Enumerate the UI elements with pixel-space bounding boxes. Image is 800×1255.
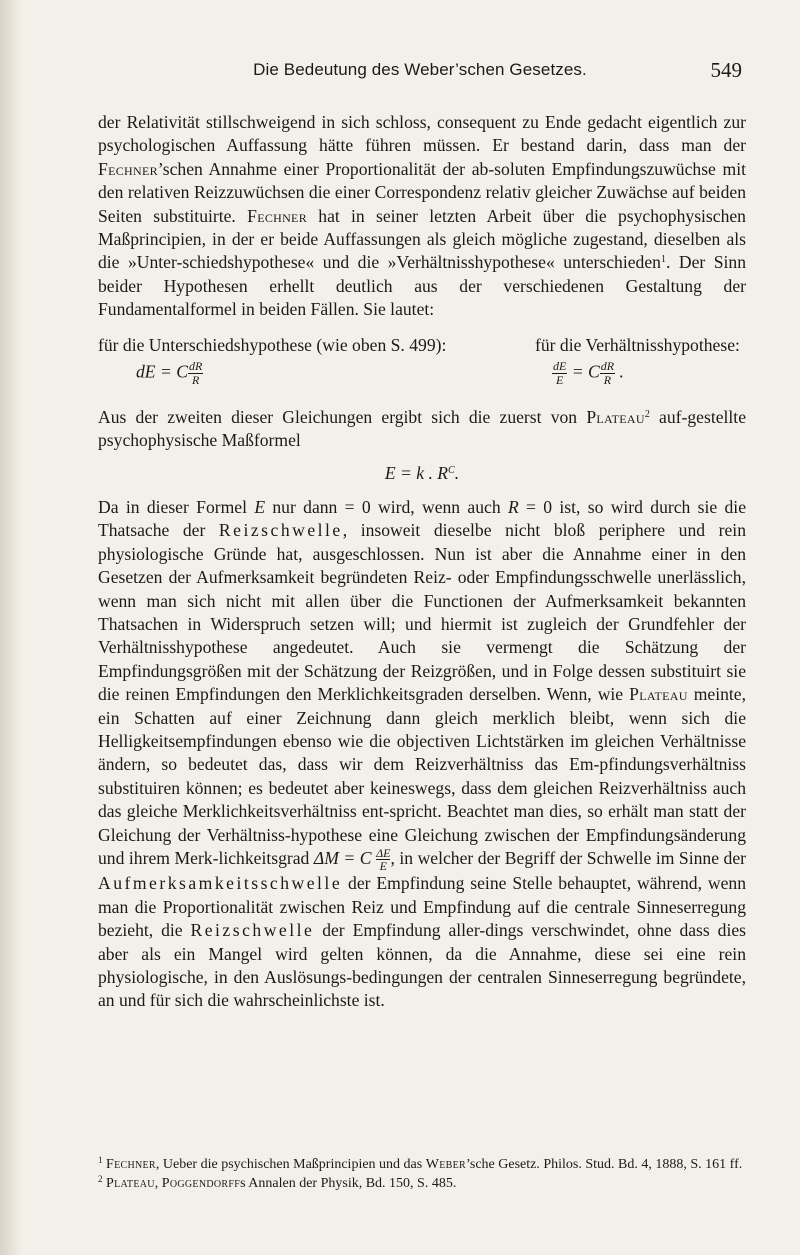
numerator: dR [188,358,203,373]
author-name-fechner: Fechner [247,205,307,226]
text-run: ’schen Annahme einer Proportionalität der ab-soluten Empfindungszuwüchse mit den relativen Reizzuwüchsen die einer Correspondenz relativ gleicher Zuwächse auf beiden Seiten substituirte. [98,158,746,226]
numerator: dE [553,358,567,373]
text-run: , [154,1176,162,1191]
running-title: Die Bedeutung des Weber’schen Gesetzes. [253,60,587,79]
footnote-mark: 2 [98,1174,103,1184]
footnote-ref-2: 2 [644,408,650,420]
author-name: Poggendorff [161,1176,241,1191]
text-run: , insoweit dieselbe nicht bloß periphere und rein physiologische Gründe hat, ausgeschlossen. Nun ist aber die Annahme einer in den Gesetzen der Aufmerksamkeit begründeten Reiz- oder Empfindungsschwelle unerlässlich, wenn man sich nicht mit allen über die Functionen der Aufmerksamkeit bekannten Thatsachen in Widerspruch setzen will; und hiermit ist zugleich der Grundfehler der Verhältnisshypothese angedeutet. Auch sie vermengt die Schätzung der Empfindungsgrößen mit der Schätzung der Reizgrößen, und in Folge dessen substituirt sie die reinen Empfindungen den Merklichkeitsgraden derselben. Wenn, wie [98,520,746,705]
denominator: E [379,859,387,874]
formula-text: E = k . R [384,463,449,484]
inline-formula-lhs: ΔM = C [313,847,372,868]
page-number: 549 [710,58,742,82]
text-run: nur dann = 0 wird, wenn auch [265,496,508,517]
text-run: ’sche Gesetz. Philos. Stud. Bd. 4, 1888, S. 161 ff. [466,1157,743,1172]
ratio-hypothesis-label: für die Verhältnisshypothese: [535,334,740,355]
emphasis-aufmerksamkeitsschwelle: Aufmerksamkeitsschwelle [98,873,343,894]
formula-lhs: dE = C [136,361,188,382]
text-run: der Relativität stillschweigend in sich schloss, consequent zu Ende gedacht eigentlich zur psychologischen Auffassung hätte führen müssen. Er bestand darin, dass man der [98,112,746,156]
text-run: auf-gestellte psychophysische Maßformel [98,406,746,451]
numerator: dR [600,358,615,373]
hypothesis-labels [98,334,746,358]
text-run: Aus der zweiten dieser Gleichungen ergibt sich die zuerst von [98,406,587,427]
text-run: hat in seiner letzten Arbeit über die psychophysischen Maßprincipien, in der er beide Auffassungen als gleich mögliche zugestand, dieselben als die »Unter-schiedshypothese« und die »Verhältnisshypothese« unterschieden [98,205,746,273]
page-edge-shadow [0,0,22,1255]
footnote-2 [98,1174,748,1193]
variable-e: E [254,496,266,517]
difference-hypothesis-formula [136,360,203,387]
author-name: Weber [425,1157,466,1172]
text-run: Da in dieser Formel [98,496,255,517]
emphasis-reizschwelle: Reizschwelle [218,520,343,541]
author-name-fechner: Fechner [98,158,158,179]
text-run: der Empfindung seine Stelle behauptet, während, wenn man die Proportionalität zwischen Reiz und Empfindung auf die centrale Sinneserregung bezieht, die [98,873,746,941]
author-name: Fechner [106,1157,156,1172]
text-run: . Der Sinn beider Hypothesen erhellt deutlich aus der verschiedenen Gestaltung der Fundamentalformel in beiden Fällen. Sie lautet: [98,252,746,320]
fraction [600,360,615,387]
footnote-mark: 1 [98,1155,103,1165]
formula-end: . [454,463,460,484]
text-run: , Ueber die psychischen Maßprincipien und das [155,1157,426,1172]
text-run: , in welcher der Begriff der Schwelle im Sinne der [390,847,746,868]
page-header [98,60,742,90]
fraction [552,360,567,387]
plateau-formula [98,462,746,485]
denominator: E [556,372,564,387]
author-name: Plateau [106,1176,155,1191]
author-name-plateau: Plateau [629,684,688,705]
author-name-plateau: Plateau [586,406,645,427]
ratio-hypothesis-formula [552,360,624,387]
text-run: s Annalen der Physik, Bd. 150, S. 485. [240,1176,457,1191]
paragraph-1 [98,111,746,322]
emphasis-reizschwelle: Reizschwelle [190,920,315,941]
variable-r: R [507,496,519,517]
denominator: R [603,372,612,387]
formula-row [98,360,746,406]
formula-equals: = C [567,361,600,382]
inline-fraction [376,847,390,872]
difference-hypothesis-label: für die Unterschiedshypothese (wie oben S. 499): [98,334,447,355]
footnote-ref-1: 1 [660,254,666,266]
footnotes [98,1155,748,1193]
text-run: der Empfindung aller-dings verschwindet, ohne dass dies aber als ein Mangel wird gelten können, da die Annahme, diese sei eine rein physiologische, in den Auslösungs-bedingungen der centralen Sinneserregung begründete, an und für sich die wahrscheinlichste ist. [98,920,746,1011]
text-run: meinte, ein Schatten auf einer Zeichnung dann gleich merklich bleibt, wenn sich die Helligkeitsempfindungen ebenso wie die objectiven Lichtstärken im gleichen Verhältnisse ändern, so bedeutet das, dass wir dem Reizverhältniss das Em-pfindungsverhältniss substituiren können; es bedeutet aber keineswegs, dass dem gleichen Reizverhältniss auch das gleiche Merklichkeitsverhältniss ent-spricht. Beachtet man dies, so erhält man statt der Gleichung der Verhältniss-hypothese eine Gleichung zwischen der Empfindungsänderung und ihrem Merk-lichkeitsgrad [98,684,746,868]
text-run: = 0 ist, so wird durch sie die Thatsache der [98,496,747,541]
fraction [188,360,203,387]
numerator: ΔE [376,846,391,861]
denominator: R [191,372,200,387]
paragraph-3 [98,496,746,1013]
body-text [98,111,746,1013]
formula-exponent: C [448,465,455,477]
footnote-1 [98,1155,748,1174]
formula-end: . [615,361,624,382]
paragraph-2 [98,406,746,453]
